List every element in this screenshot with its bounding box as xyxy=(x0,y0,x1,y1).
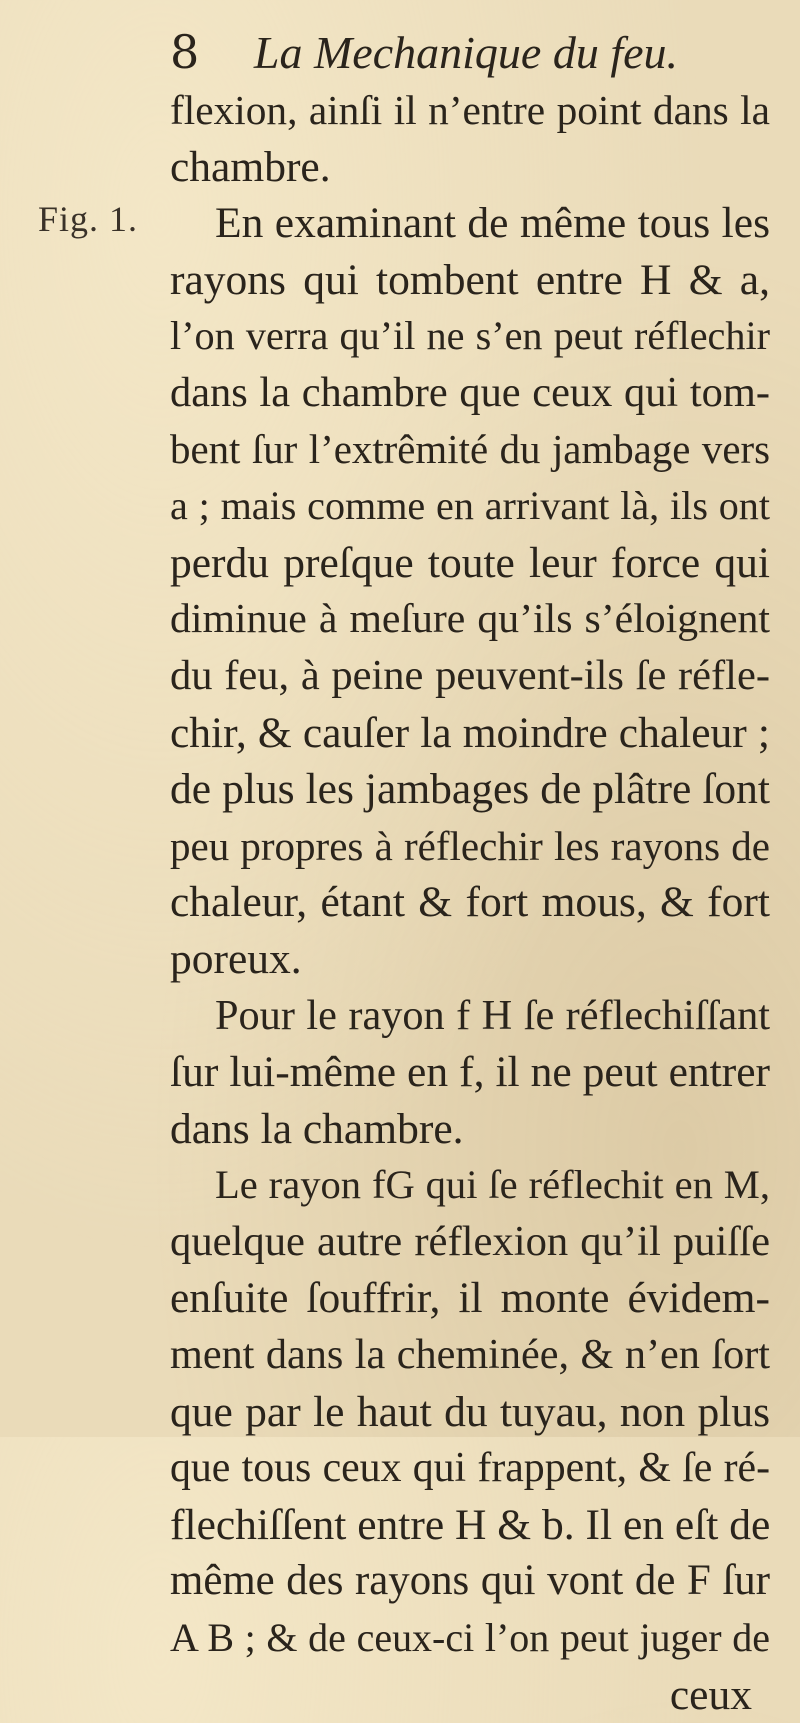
text-line: du feu, à peine peuvent-ils ſe réfle- xyxy=(170,651,770,699)
text-line: dans la chambre. xyxy=(170,1104,464,1153)
text-line: diminue à meſure qu’ils s’éloignent xyxy=(170,596,770,643)
running-head xyxy=(170,22,678,83)
catchword: ceux xyxy=(669,1670,752,1719)
text-line: ment dans la cheminée, & n’en ſort xyxy=(170,1331,770,1379)
text-line: que par le haut du tuyau, non plus xyxy=(170,1387,770,1436)
text-line: ſur lui-même en f, il ne peut entrer xyxy=(170,1048,770,1097)
body-text xyxy=(170,82,770,1723)
text-line: Le rayon fG qui ſe réflechit en M, xyxy=(215,1162,770,1208)
text-line: flechiſſent entre H & b. Il en eſt de xyxy=(170,1500,771,1549)
text-line: l’on verra qu’il ne s’en peut réflechir xyxy=(170,313,770,359)
text-line: a ; mais comme en arrivant là, ils ont xyxy=(170,483,770,529)
text-line: perdu preſque toute leur force qui xyxy=(170,538,770,587)
text-line: poreux. xyxy=(170,934,302,983)
running-title: La Mechanique du feu. xyxy=(253,27,679,78)
text-line: chaleur, étant & fort mous, & fort xyxy=(170,878,770,927)
text-line: peu propres à réflechir les rayons de xyxy=(170,822,770,869)
text-line: même des rayons qui vont de F ſur xyxy=(170,1557,770,1605)
text-line: bent ſur l’extrêmité du jambage vers xyxy=(170,426,770,472)
text-line: A B ; & de ceux-ci l’on peut juger de xyxy=(170,1615,770,1661)
page-number: 8 xyxy=(170,25,200,79)
text-line: Pour le rayon f H ſe réflechiſſant xyxy=(215,991,770,1039)
text-line: En examinant de même tous les xyxy=(215,199,770,248)
text-line: de plus les jambages de plâtre ſont xyxy=(170,765,770,814)
text-line: que tous ceux qui frappent, & ſe ré- xyxy=(170,1445,770,1492)
text-line: quelque autre réflexion qu’il puiſſe xyxy=(170,1217,770,1265)
text-line: enſuite ſouffrir, il monte évidem- xyxy=(170,1274,770,1323)
text-line: chambre. xyxy=(170,142,331,191)
text-line: chir, & cauſer la moindre chaleur ; xyxy=(170,708,770,757)
figure-reference: Fig. 1. xyxy=(38,199,139,239)
text-line: rayons qui tombent entre H & a, xyxy=(170,255,770,304)
text-line: flexion, ainſi il n’entre point dans la xyxy=(170,87,770,133)
text-line: dans la chambre que ceux qui tom- xyxy=(170,368,770,416)
